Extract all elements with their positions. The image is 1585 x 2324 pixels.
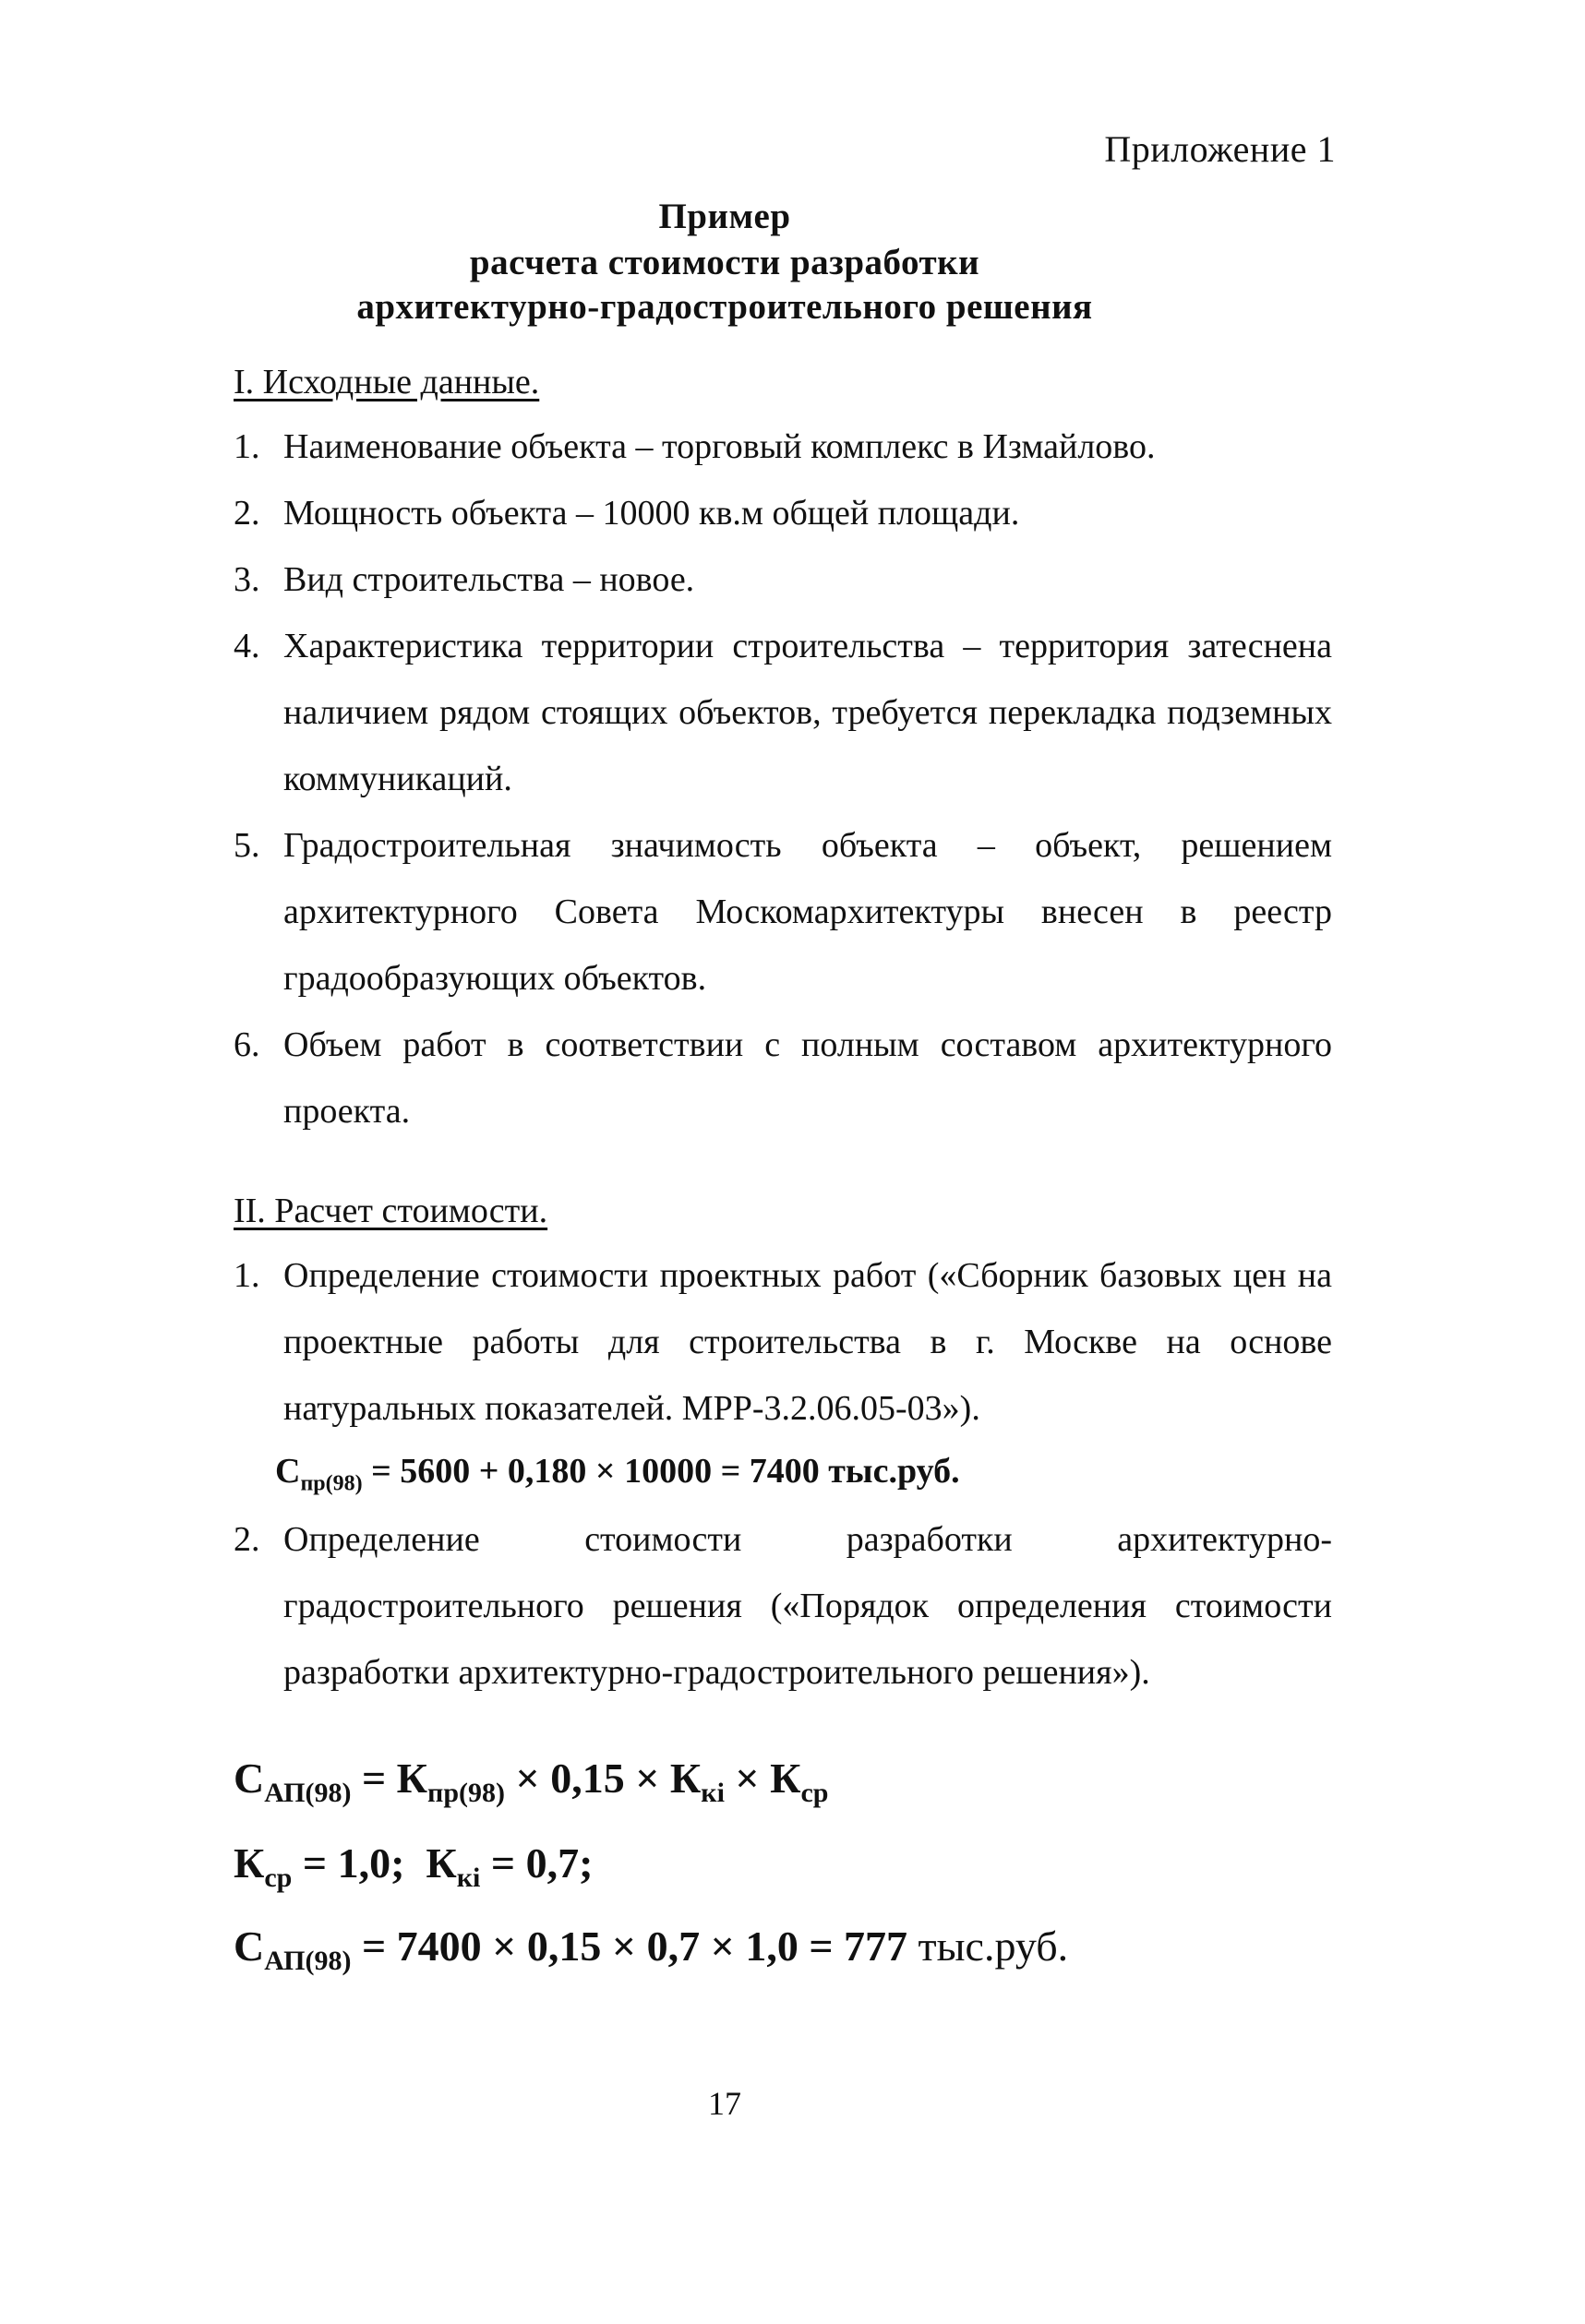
formula-coefficients [234, 1839, 593, 1894]
list-item [234, 546, 1332, 613]
section-heading-initial-data: I. Исходные данные. [234, 363, 540, 401]
formula-subscript: кi [456, 1863, 481, 1894]
title-line-3: архитектурно-градостроительного решения [356, 287, 1093, 327]
appendix-label: Приложение 1 [1104, 128, 1336, 170]
formula-symbol: К [426, 1839, 457, 1887]
list-item-number: 1. [234, 427, 260, 466]
section-heading-cost-calculation: II. Расчет стоимости. [234, 1192, 548, 1230]
formula-design-cost [275, 1451, 960, 1497]
formula-subscript: АП(98) [264, 1778, 352, 1809]
formula-part: = К [351, 1755, 428, 1802]
list-item-number: 6. [234, 1025, 260, 1064]
list-item-number: 2. [234, 494, 260, 533]
formula-subscript: ср [800, 1778, 829, 1809]
formula-subscript: кi [701, 1778, 725, 1809]
formula-value: = 1,0; [292, 1839, 405, 1887]
list-item-number: 1. [234, 1256, 260, 1295]
list-item [234, 413, 1332, 480]
formula-subscript: АП(98) [264, 1946, 352, 1977]
title-line-2: расчета стоимости разработки [469, 243, 980, 282]
formula-symbol: С [234, 1923, 265, 1970]
list-item [234, 480, 1332, 546]
list-item-number: 3. [234, 560, 260, 599]
formula-subscript: ср [264, 1863, 293, 1894]
list-item-text: Мощность объекта – 10000 кв.м общей площади. [283, 494, 1020, 533]
page-number: 17 [708, 2085, 741, 2122]
formula-result [234, 1922, 1068, 1977]
list-item [234, 1242, 1332, 1442]
list-item [234, 812, 1332, 1012]
formula-value: = 0,7; [480, 1839, 594, 1887]
list-item [234, 613, 1332, 812]
list-item-number: 4. [234, 627, 260, 665]
formula-part: × 0,15 × К [505, 1755, 702, 1802]
formula-unit: тыс.руб. [907, 1923, 1069, 1970]
list-item-text: Градостроительная значимость объекта – объект, решением архитектурного Совета Москомархитектуры внесен в реестр градообразующих объектов. [283, 826, 1332, 998]
list-item-text: Определение стоимости проектных работ («Сборник базовых цен на проектные работы для строительства в г. Москве на основе натуральных показателей. МРР-3.2.06.05-03»). [283, 1256, 1332, 1428]
list-item [234, 1012, 1332, 1144]
formula-general [234, 1754, 828, 1809]
formula-expression: = 7400 × 0,15 × 0,7 × 1,0 = 777 [351, 1923, 908, 1970]
list-item-number: 2. [234, 1520, 260, 1559]
formula-expression: = 5600 + 0,180 × 10000 = 7400 тыс.руб. [371, 1452, 960, 1491]
list-item-text: Наименование объекта – торговый комплекс в Измайлово. [283, 427, 1156, 466]
formula-symbol: К [234, 1839, 265, 1887]
list-item-text: Вид строительства – новое. [283, 560, 695, 599]
list-item-number: 5. [234, 826, 260, 865]
list-item-text: Объем работ в соответствии с полным составом архитектурного проекта. [283, 1025, 1332, 1131]
formula-symbol: С [275, 1452, 301, 1491]
formula-subscript: пр(98) [427, 1778, 505, 1809]
list-item [234, 1506, 1332, 1706]
title-line-1: Пример [658, 197, 791, 236]
formula-symbol: С [234, 1755, 265, 1802]
formula-part: × К [724, 1755, 801, 1802]
list-item-text: Определение стоимости разработки архитектурно-градостроительного решения («Порядок определения стоимости разработки архитектурно-градостроительного решения»). [283, 1520, 1332, 1692]
list-item-text: Характеристика территории строительства – территория затеснена наличием рядом стоящих объектов, требуется перекладка подземных коммуникаций. [283, 627, 1332, 798]
formula-subscript: пр(98) [300, 1471, 363, 1496]
